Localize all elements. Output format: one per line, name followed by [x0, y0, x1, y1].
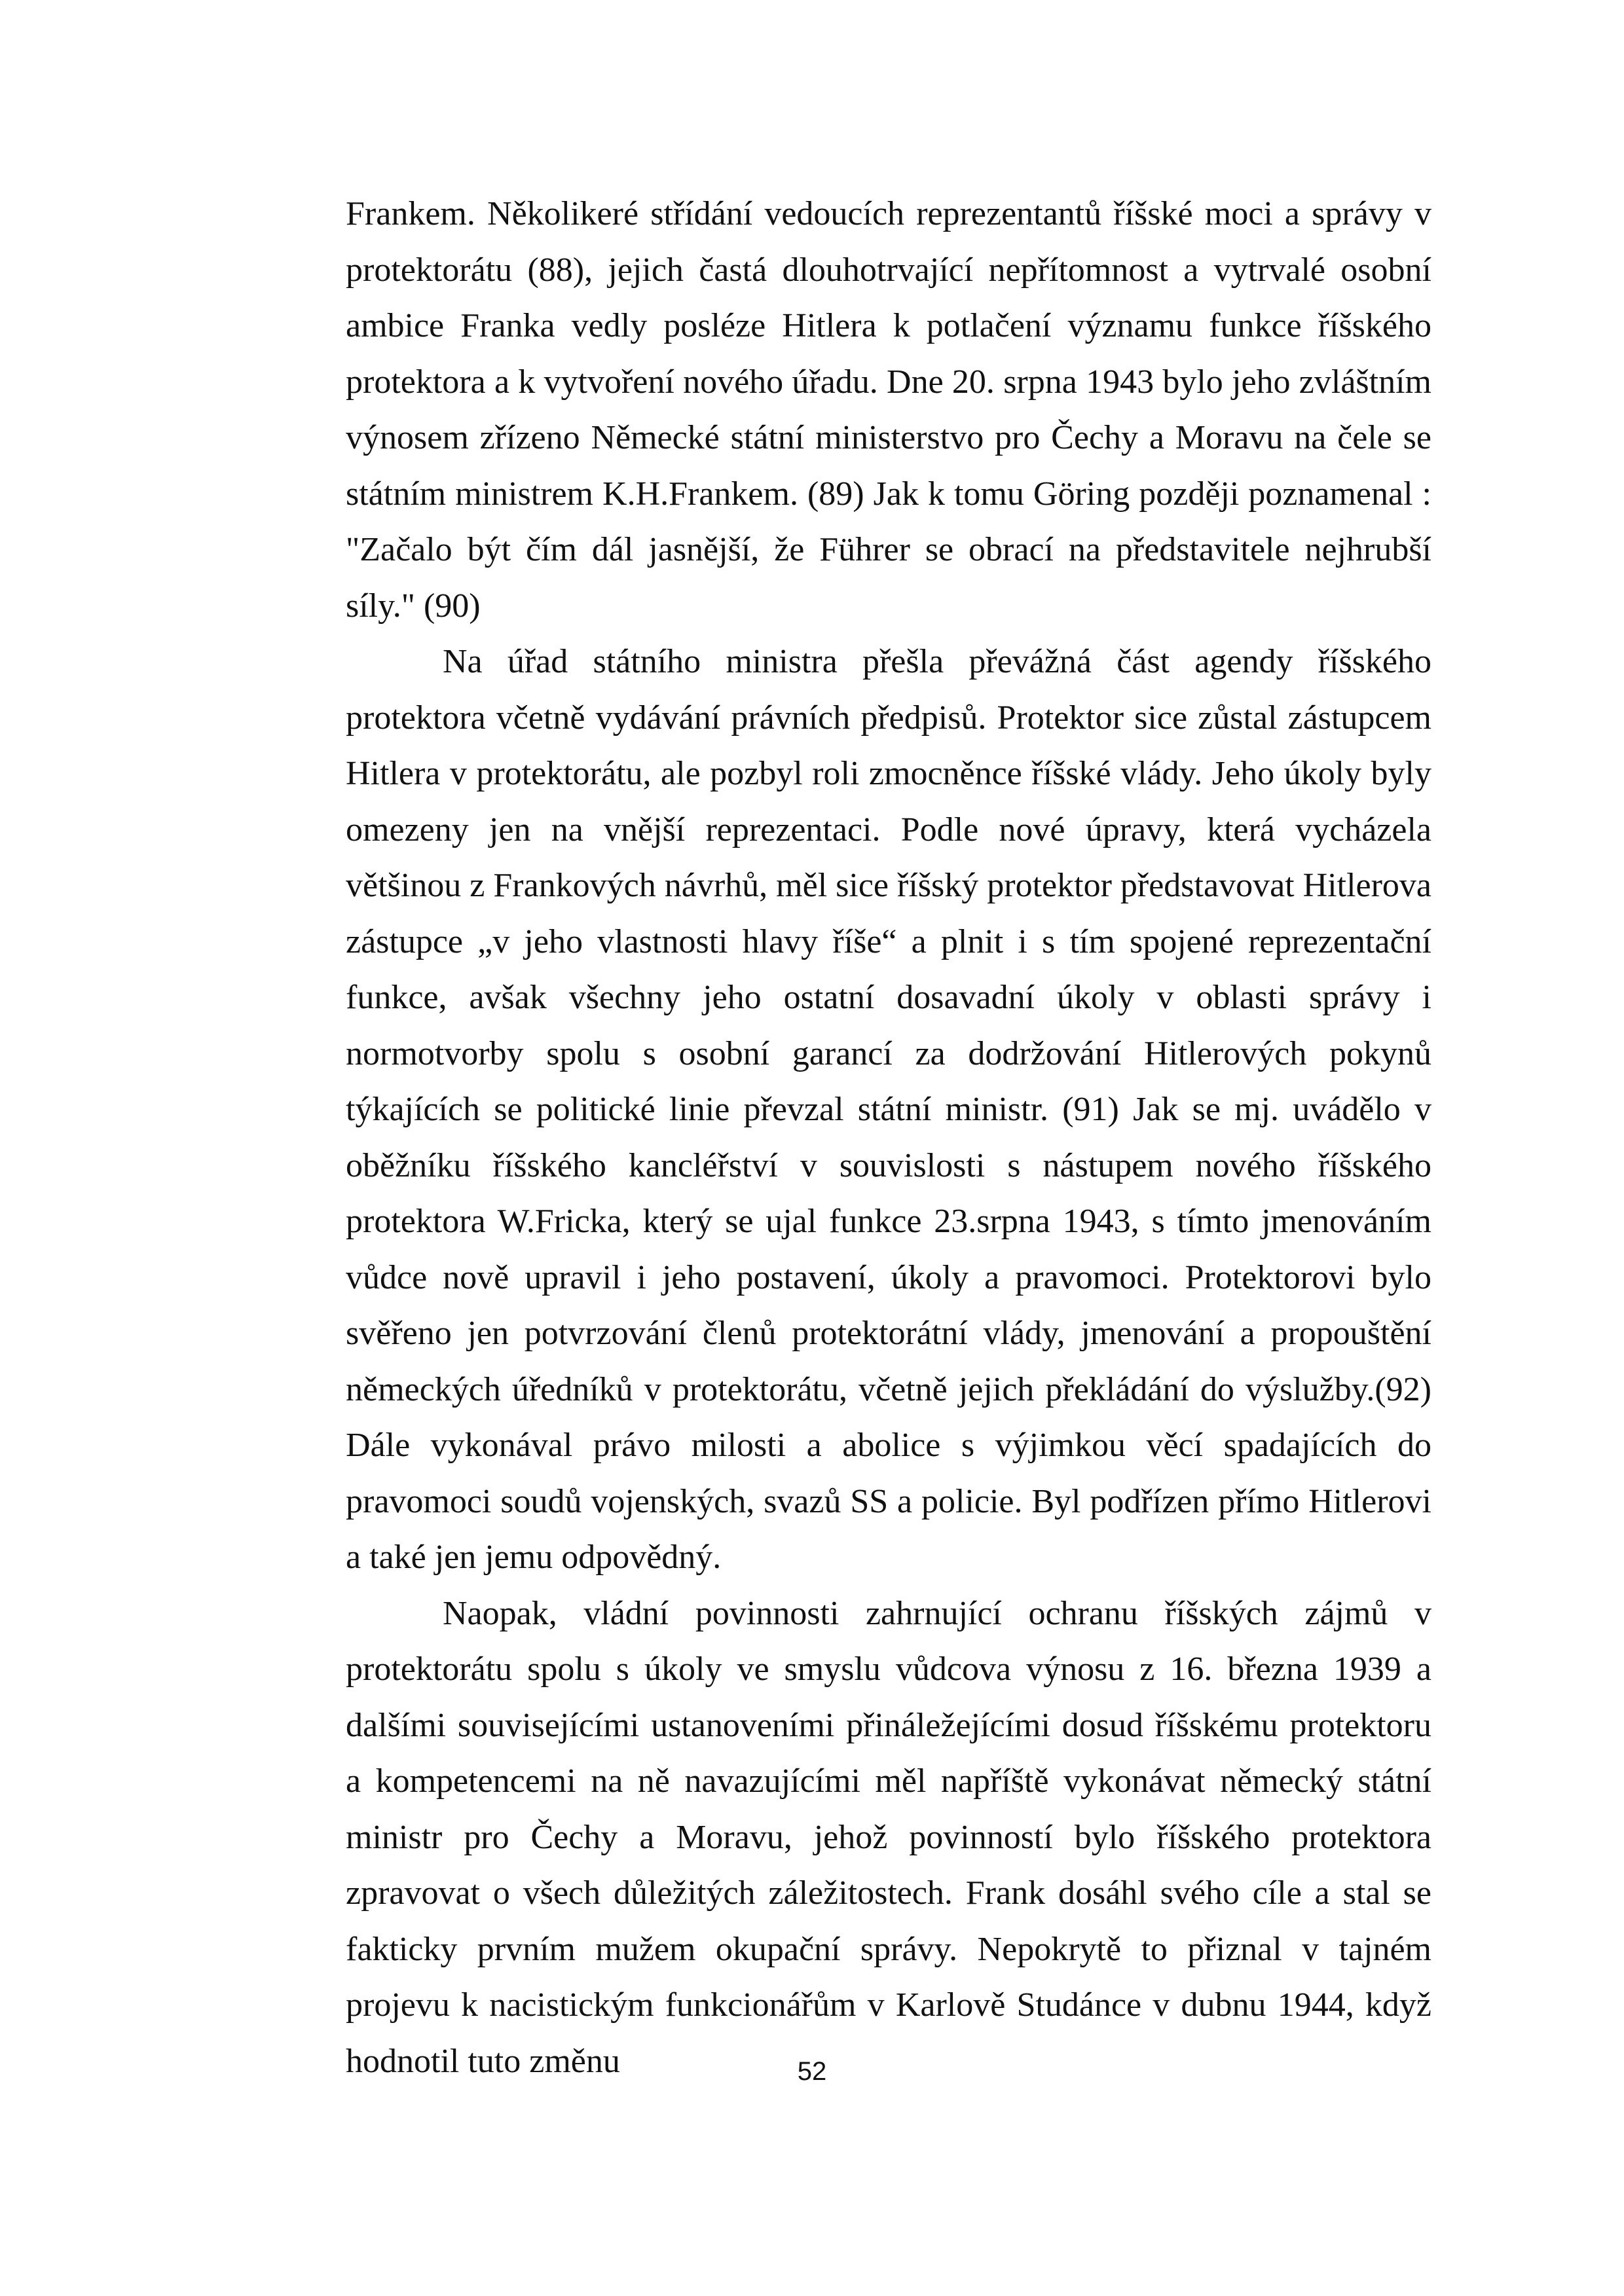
paragraph-2: Na úřad státního ministra přešla převážná část agendy říšského protektora včetně vydávání právních předpisů. Protektor sice zůstal zástupcem Hitlera v protektorátu, ale pozbyl roli zmocněnce říšské vlády. Jeho úkoly byly omezeny jen na vnější reprezentaci. Podle nové úpravy, která vycházela většinou z Frankových návrhů, měl sice říšský protektor představovat Hitlerova zástupce „v jeho vlastnosti hlavy říše“ a plnit i s tím spojené reprezentační funkce, avšak všechny jeho ostatní dosavadní úkoly v oblasti správy i normotvorby spolu s osobní garancí za dodržování Hitlerových pokynů týkajících se politické linie převzal státní ministr. (91) Jak se mj. uvádělo v oběžníku říšského kancléřství v souvislosti s nástupem nového říšského protektora W.Fricka, který se ujal funkce 23.srpna 1943, s tímto jmenováním vůdce nově upravil i jeho postavení, úkoly a pravomoci. Protektorovi bylo svěřeno jen potvrzování členů protektorátní vlády, jmenování a propouštění německých úředníků v protektorátu, včetně jejich překládání do výslužby.(92) Dále vykonával právo milosti a abolice s výjimkou věcí spadajících do pravomoci soudů vojenských, svazů SS a policie. Byl podřízen přímo Hitlerovi a také jen jemu odpovědný.: [346, 643, 1431, 1576]
paragraph-3: Naopak, vládní povinnosti zahrnující ochranu říšských zájmů v protektorátu spolu s úkoly ve smyslu vůdcova výnosu z 16. března 1939 a dalšími souvisejícími ustanoveními přináležejícími dosud říšskému protektoru a kompetencemi na ně navazujícími měl napříště vykonávat německý státní ministr pro Čechy a Moravu, jehož povinností bylo říšského protektora zpravovat o všech důležitých záležitostech. Frank dosáhl svého cíle a stal se fakticky prvním mužem okupační správy. Nepokrytě to přiznal v tajném projevu k nacistickým funkcionářům v Karlově Studánce v dubnu 1944, když hodnotil tuto změnu: [346, 1594, 1431, 2080]
paragraph-1: Frankem. Několikeré střídání vedoucích reprezentantů říšské moci a správy v protektorátu (88), jejich častá dlouhotrvající nepřítomnost a vytrvalé osobní ambice Franka vedly posléze Hitlera k potlačení významu funkce říšského protektora a k vytvoření nového úřadu. Dne 20. srpna 1943 bylo jeho zvláštním výnosem zřízeno Německé státní ministerstvo pro Čechy a Moravu na čele se státním ministrem K.H.Frankem. (89) Jak k tomu Göring později poznamenal : "Začalo být čím dál jasnější, že Führer se obrací na představitele nejhrubší síly." (90): [346, 195, 1431, 625]
page-number: 52: [797, 2057, 827, 2086]
body-text: [346, 186, 1431, 2089]
